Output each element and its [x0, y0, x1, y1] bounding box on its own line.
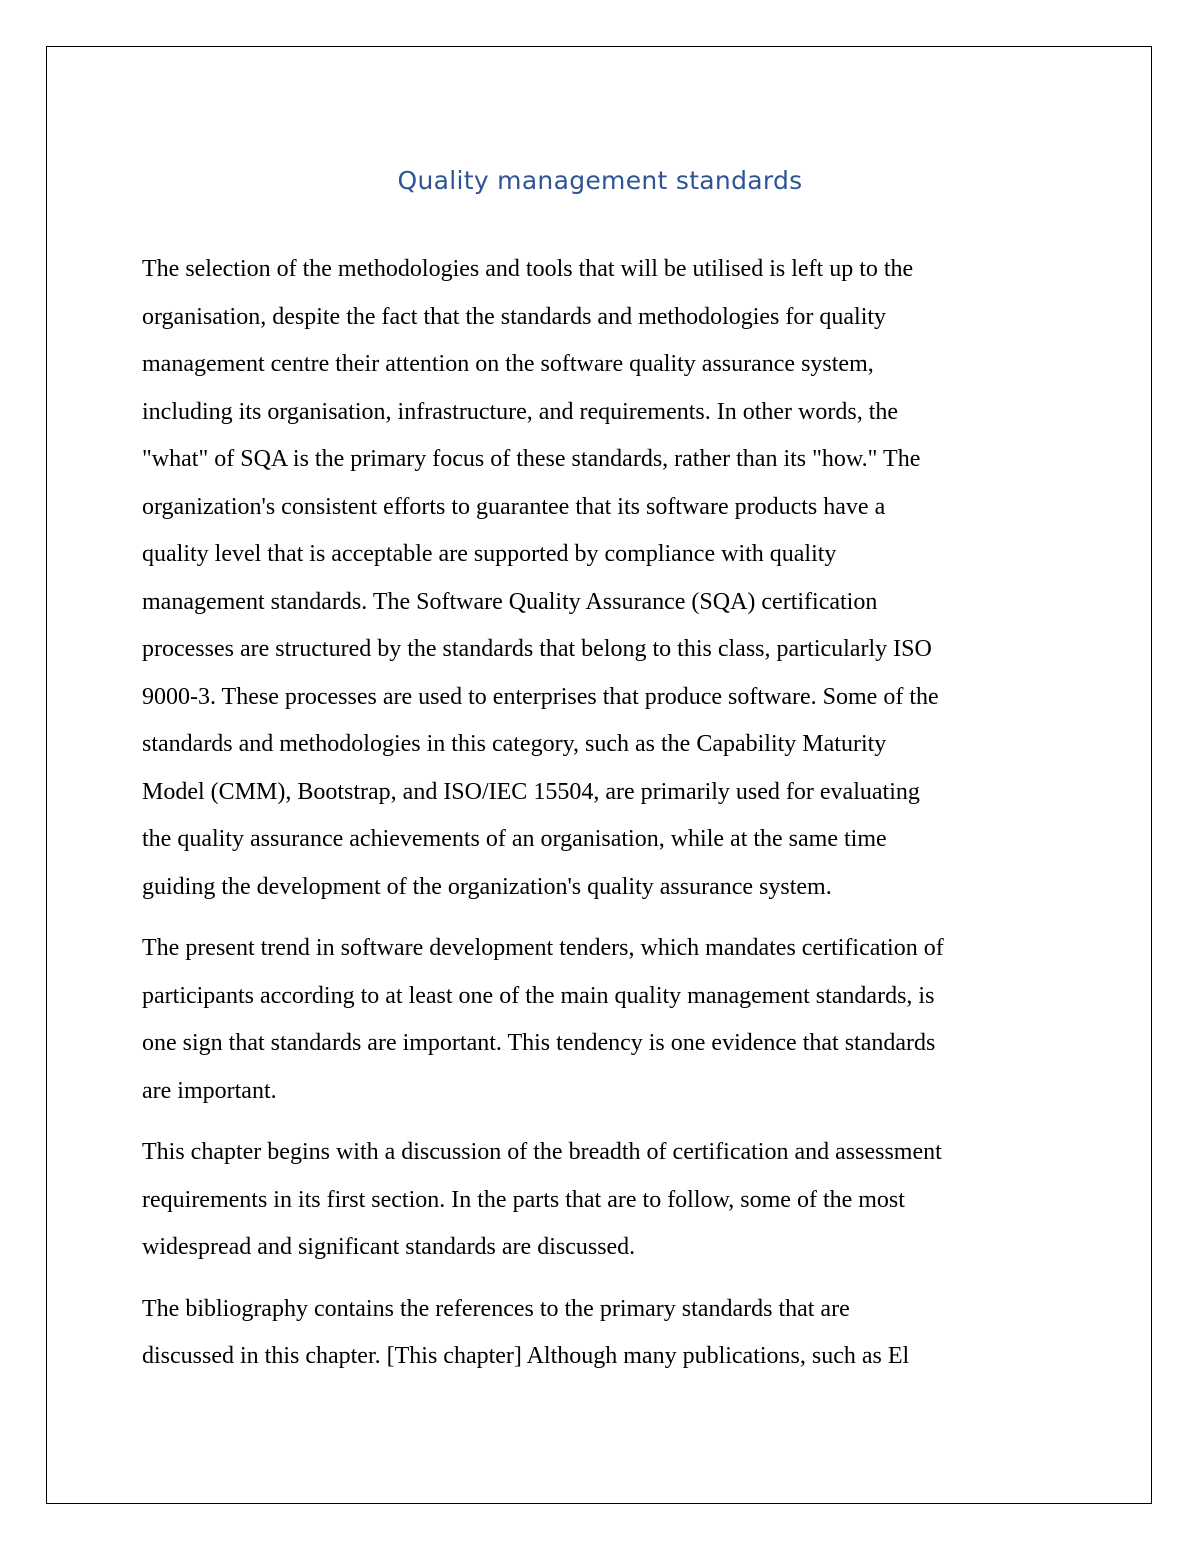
text-line: management centre their attention on the software quality assurance system, — [142, 351, 874, 377]
paragraph-3 — [142, 1129, 1072, 1272]
text-line: quality level that is acceptable are supported by compliance with quality — [142, 541, 837, 567]
text-line: participants according to at least one of the main quality management standards, is — [142, 982, 935, 1009]
text-line: The present trend in software development tenders, which mandates certification of — [142, 935, 944, 961]
text-line: the quality assurance achievements of an organisation, while at the same time — [142, 826, 887, 852]
text-line: guiding the development of the organization's quality assurance system. — [142, 873, 832, 900]
text-line: organisation, despite the fact that the standards and methodologies for quality — [142, 303, 887, 330]
text-line: This chapter begins with a discussion of the breadth of certification and assessment — [142, 1139, 942, 1165]
text-line: standards and methodologies in this category, such as the Capability Maturity — [142, 731, 887, 757]
text-line: The selection of the methodologies and tools that will be utilised is left up to the — [142, 256, 914, 282]
document-body — [142, 246, 1072, 1395]
text-line: 9000-3. These processes are used to enterprises that produce software. Some of the — [142, 683, 939, 710]
document-title: Quality management standards — [397, 166, 803, 195]
text-line: discussed in this chapter. [This chapter] Although many publications, such as El — [142, 1343, 910, 1369]
text-line: requirements in its first section. In the parts that are to follow, some of the most — [142, 1186, 905, 1213]
text-line: widespread and significant standards are discussed. — [142, 1234, 636, 1260]
text-line: "what" of SQA is the primary focus of these standards, rather than its "how." The — [142, 446, 921, 472]
text-line: organization's consistent efforts to guarantee that its software products have a — [142, 493, 886, 520]
text-line: Model (CMM), Bootstrap, and ISO/IEC 15504, are primarily used for evaluating — [142, 778, 920, 805]
text-line: management standards. The Software Quality Assurance (SQA) certification — [142, 588, 878, 615]
text-line: processes are structured by the standards that belong to this class, particularly ISO — [142, 636, 932, 662]
text-line: are important. — [142, 1077, 277, 1104]
text-line: The bibliography contains the references to the primary standards that are — [142, 1295, 850, 1322]
text-line: one sign that standards are important. This tendency is one evidence that standards — [142, 1030, 936, 1056]
paragraph-1 — [142, 246, 1072, 911]
text-line: including its organisation, infrastructure, and requirements. In other words, the — [142, 398, 899, 425]
paragraph-2 — [142, 925, 1072, 1115]
paragraph-4 — [142, 1286, 1072, 1381]
